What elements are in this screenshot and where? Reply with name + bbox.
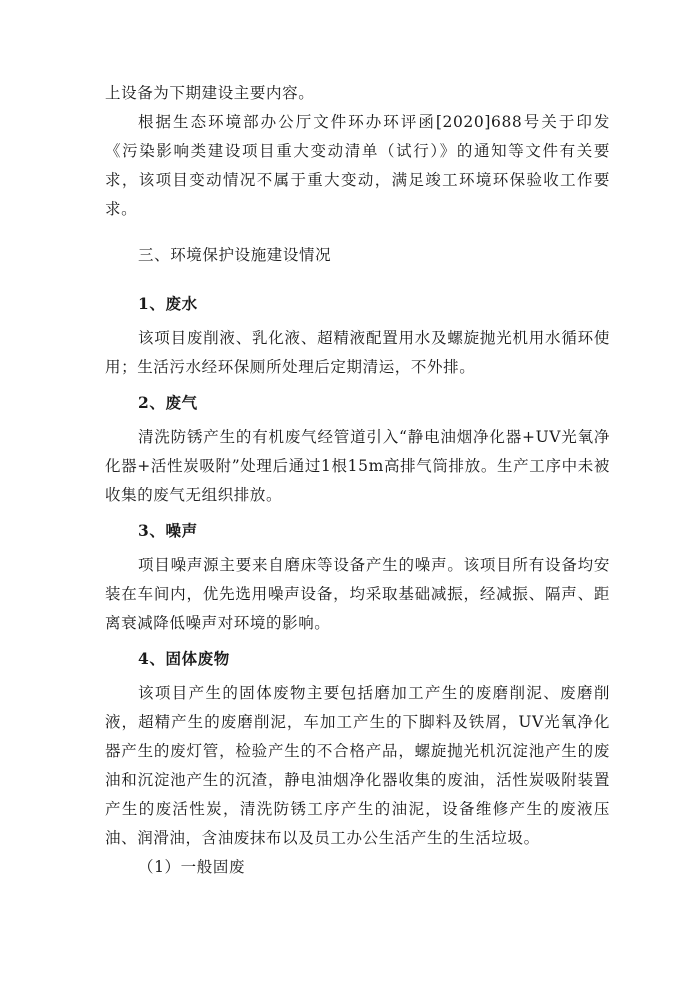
paragraph-noise: 项目噪声源主要来自磨床等设备产生的噪声。该项目所有设备均安装在车间内，优先选用噪声设备，均采取基础减振，经减振、隔声、距离衰减降低噪声对环境的影响。 bbox=[105, 556, 610, 632]
subheading-general-solid-waste: （1）一般固废 bbox=[138, 858, 246, 876]
spacer bbox=[105, 270, 610, 289]
paragraph-solid-waste: 该项目产生的固体废物主要包括磨加工产生的废磨削泥、废磨削液，超精产生的废磨削泥，车加工产生的下脚料及铁屑，UV光氧净化器产生的废灯管，检验产生的不合格产品，螺旋抛光机沉淀池产生的废油和沉淀池产生的沉渣，静电油烟净化器收集的废油，活性炭吸附装置产生的废活性炭，清洗防锈工序产生的油泥，设备维修产生的废液压油、润滑油，含油废抹布以及员工办公生活产生的生活垃圾。 bbox=[105, 684, 610, 847]
spacer bbox=[105, 224, 610, 241]
paragraph-continuation: 上设备为下期建设主要内容。 bbox=[105, 84, 315, 102]
paragraph-exhaust-gas: 清洗防锈产生的有机废气经管道引入“静电油烟净化器+UV光氧净化器+活性炭吸附”处理后通过1根15m高排气筒排放。生产工序中未被收集的废气无组织排放。 bbox=[105, 428, 610, 504]
paragraph-wastewater: 该项目废削液、乳化液、超精液配置用水及螺旋抛光机用水循环使用；生活污水经环保厕所处理后定期清运，不外排。 bbox=[105, 329, 610, 376]
subsection-heading-solid-waste: 4、固体废物 bbox=[138, 649, 230, 668]
subsection-heading-exhaust-gas: 2、废气 bbox=[138, 393, 198, 412]
document-body bbox=[105, 79, 610, 882]
subsection-heading-noise: 3、噪声 bbox=[138, 521, 198, 540]
section-heading-environmental-facilities: 三、环境保护设施建设情况 bbox=[138, 246, 332, 264]
subsection-heading-wastewater: 1、废水 bbox=[138, 294, 198, 313]
paragraph-regulation-reference: 根据生态环境部办公厅文件环办环评函[2020]688号关于印发《污染影响类建设项目重大变动清单（试行）》的通知等文件有关要求，该项目变动情况不属于重大变动，满足竣工环境环保验收工作要求。 bbox=[105, 113, 610, 218]
